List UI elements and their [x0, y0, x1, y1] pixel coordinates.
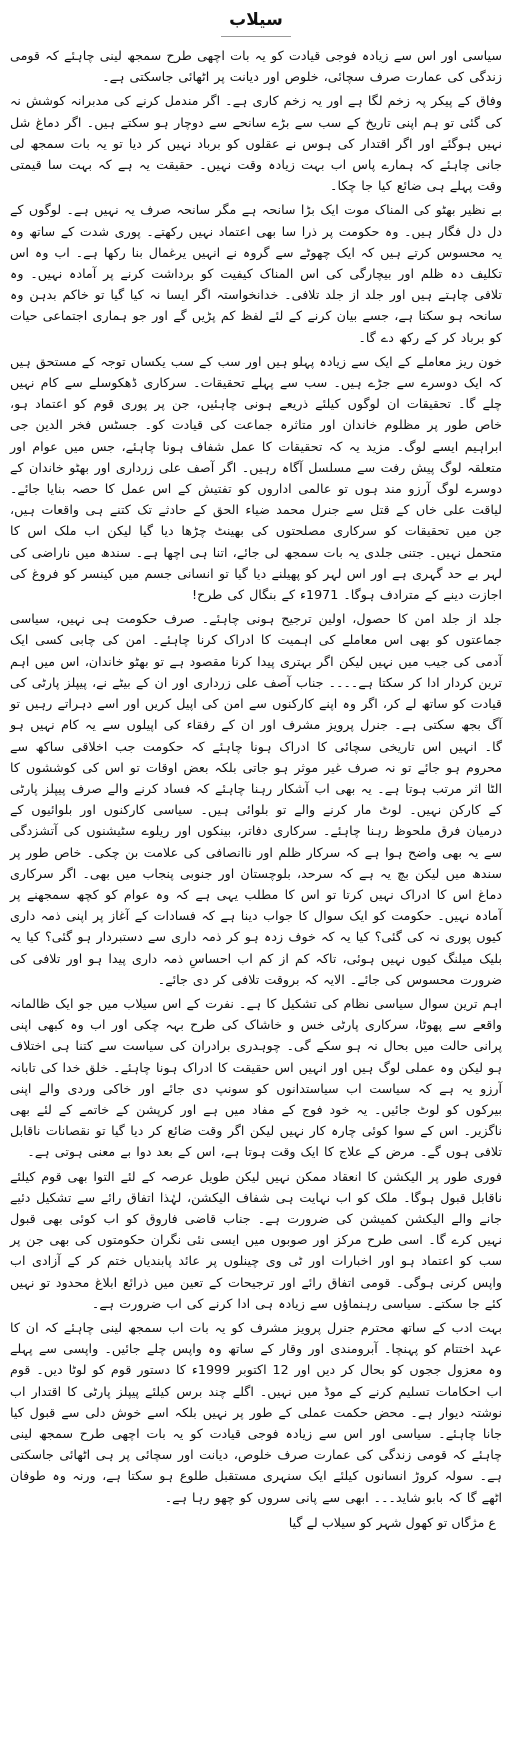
page-title: سیلاب	[229, 10, 283, 30]
paragraph-investigation: خون ریز معاملے کے ایک سے زیادہ پہلو ہیں اور سب کے سب یکساں توجہ کے مستحق ہیں کہ ایک دوسرے سے جڑے ہیں۔ سب سے پہلے تحقیقات۔ سرکاری ڈھکوسلے سے کام نہیں چلے گا۔ تحقیقات ان لوگوں کیلئے ذریعے ہونی چاہئیں، جن پر پوری قوم کو اعتماد ہو، خاص طور پر مظلوم خاندان اور متاثرہ جماعت کی قیادت کو۔ جسٹس فخر الدین جی ابراہیم ایسے لوگ۔ مزید یہ کہ تحقیقات کا عمل شفاف ہونا چاہئے، جس میں عوام اور متعلقہ لوگ پیش رفت سے مسلسل آگاہ رہیں۔ اگر آصف علی زرداری اور بھٹو خاندان کے دوسرے لوگ آرزو مند ہوں تو عالمی اداروں کو تفتیش کے اس عمل کا حصہ بنایا جائے۔ لیاقت علی خاں کے قتل سے جنرل محمد ضیاء الحق کے حادثے تک کتنے ہی واقعات ہیں، جن میں تحقیقات کو سرکاری مصلحتوں کی بھینٹ چڑھا دیا گیا لیکن اب ملک اس کا متحمل نہیں۔ جتنی جلدی یہ بات سمجھ لی جائے، اتنا ہی اچھا ہے۔ سندھ میں ناراضی کی لہر بے حد گہری ہے اور اس لہر کو پھیلنے دیا گیا تو انسانی جسم میں کینسر کو فروغ کی اجازت دینے کے مترادف ہوگا۔ 1971ء کے بنگال کی طرح!	[10, 353, 502, 603]
paragraph-benazir: بے نظیر بھٹو کی المناک موت ایک بڑا سانحہ ہے مگر سانحہ صرف یہ نہیں ہے۔ لوگوں کے دل دل فگار ہیں۔ وہ حکومت پر ذرا سا بھی اعتماد نہیں رکھتے۔ پوری شدت کے ساتھ وہ یہ محسوس کرتے ہیں کہ ایک چھوٹے سے گروہ نے انہیں یرغمال بنا رکھا ہے۔ اب وہ اس تکلیف دہ ظلم اور بیچارگی کی اس المناک کیفیت کو برداشت کرنے پر آمادہ نہیں۔ وہ تلافی چاہتے ہیں اور جلد از جلد تلافی۔ خدانخواستہ اگر ایسا نہ کیا گیا تو خاکم بدہن وہ سانحہ ہو سکتا ہے، جسے بیان کرنے کے لئے لفظ کم پڑیں گے اور جو ہماری اجتماعی حیات کو برباد کر کے رکھ دے گا۔	[10, 202, 502, 345]
paragraph-intro: سیاسی اور اس سے زیادہ فوجی قیادت کو یہ بات اچھی طرح سمجھ لینی چاہئے کہ قومی زندگی کی عمارت صرف سچائی، خلوص اور دیانت پر اٹھائی جاسکتی ہے۔	[10, 48, 502, 85]
paragraph-peace: جلد از جلد امن کا حصول، اولین ترجیح ہونی چاہئے۔ صرف حکومت ہی نہیں، سیاسی جماعتوں کو بھی اس معاملے کی اہمیت کا ادراک کرنا چاہئے۔ امن کی چابی کسی ایک آدمی کی جیب میں نہیں لیکن اگر بہتری پیدا کرنا مقصود ہے تو بھٹو خاندان، اس میں اہم ترین کردار ادا کر سکتا ہے۔۔۔۔ جناب آصف علی زرداری اور ان کے بیٹے نے، پیپلز پارٹی کی قیادت کو ساتھ لے کر، اگر وہ اپنے کارکنوں سے امن کی اپیل کریں اور اسے دہراتے رہیں تو آگ بجھ سکتی ہے۔ جنرل پرویز مشرف اور ان کے رفقاء کی اپیلوں سے یہ کام نہیں ہو گا۔ انہیں اس تاریخی سچائی کا ادراک ہونا چاہئے کہ حکومت جب اخلاقی ساکھ سے محروم ہو جائے تو نہ صرف غیر موثر ہو جاتی بلکہ بعض اوقات تو اس کی کوششوں کا الٹا اثر مرتب ہوتا ہے۔ یہ بھی اب آشکار رہنا چاہئے کہ فساد کرنے والے صرف پیپلز پارٹی کے کارکن نہیں۔ لوٹ مار کرنے والے تو بلوائی ہیں۔ سیاسی کارکنوں اور بلوائیوں کے درمیان فرق ملحوظ رہنا چاہئے۔ سرکاری دفاتر، بینکوں اور ریلوے سٹیشنوں کی آتشزدگی سے یہ بھی واضح ہوا ہے کہ سرکار ظلم اور ناانصافی کی علامت بن چکی۔ خاص طور پر سندھ میں لیکن بچ یہ ہے کہ سرحد، بلوچستان اور جنوبی پنجاب میں بھی۔ اگر سرکاری دماغ اس کا ادراک نہیں کرتا تو اس کا مطلب یہی ہے کہ وہ عوام کو کچھ سمجھنے پر آمادہ نہیں۔ حکومت کو ایک سوال کا جواب دینا ہے کہ فسادات کے آغاز پر اپنی ذمہ داری کیوں پوری نہ کی گئی؟ کیا یہ کہ خوف زدہ ہو کر ذمہ داری سے دستبردار ہو گئی؟ کیا یہ بلیک میلنگ کیوں نہیں ہوئی، تاکہ کم از کم اب احساسِ ذمہ داری پیدا ہو اور تلافی کی ضرورت محسوس کی جائے۔ الایہ کہ بروقت تلافی کر دی جائے۔	[10, 611, 502, 987]
title-divider	[221, 36, 291, 37]
closing-verse: ع مژگاں تو کھول شہر کو سیلاب لے گیا	[288, 1514, 496, 1530]
paragraph-elections: فوری طور پر الیکشن کا انعقاد ممکن نہیں لیکن طویل عرصہ کے لئے التوا بھی قوم کیلئے ناقابل قبول ہوگا۔ ملک کو اب نہایت ہی شفاف الیکشن، لہٰذا اتفاق رائے سے تشکیل دئیے جانے والے الیکشن کمیشن کی ضرورت ہے۔ جناب قاضی فاروق کو اب کوئی بھی قبول نہیں کرے گا۔ اسی طرح مرکز اور صوبوں میں ایسی نئی نگران حکومتوں کی بھی جن پر سب کو اعتماد ہو اور اخبارات اور ٹی وی چینلوں پر عائد پابندیاں ختم کر کے آزادی اب واپس کرنی ہوگی۔ قومی اتفاق رائے اور ترجیحات کے تعین میں ذرائع ابلاغ محدود تو نہیں کئے جا سکتے۔ سیاسی رہنماؤں سے زیادہ ہی ادا کرنے کی اب ضرورت ہے۔	[10, 1168, 502, 1311]
paragraph-political-system: اہم ترین سوال سیاسی نظام کی تشکیل کا ہے۔ نفرت کے اس سیلاب میں جو ایک ظالمانہ واقعے سے پھوٹا، سرکاری پارٹی خس و خاشاک کی طرح بہہ چکی اور اب وہ کبھی اپنی پرانی حالت میں بحال نہ ہو سکے گی۔ چوہدری برادران کی سیاست سے کتنا ہی اختلاف ہو لیکن وہ عملی لوگ ہیں اور انہیں اس حقیقت کا ادراک ہونا چاہئے۔ خلق خدا کی تابانہ آرزو یہ ہے کہ سیاست اب سیاستدانوں کو سونپ دی جائے اور خاکی وردی والے اپنی بیرکوں کو لوٹ جائیں۔ یہ خود فوج کے مفاد میں ہے اور کرپشن کے خاتمے کے لئے بھی ناگزیر۔ اس کے سوا کوئی چارہ کار نہیں لیکن اگر وقت ضائع کر دیا گیا تو نقصانات ناقابل تلافی ہوں گے۔ مرض کے علاج کا ایک وقت ہوتا ہے، اس کے بعد دوا بے معنی ہوتی ہے۔	[10, 995, 502, 1160]
paragraph-conclusion: بہت ادب کے ساتھ محترم جنرل پرویز مشرف کو یہ بات اب سمجھ لینی چاہئے کہ ان کا عہد اختتام کو پہنچا۔ آبرومندی اور وقار کے ساتھ وہ واپس چلے جائیں۔ واپسی سے پہلے وہ معزول ججوں کو بحال کر دیں اور 12 اکتوبر 1999ء کا دستور قوم کو لوٹا دیں۔ قوم اب احکامات تسلیم کرنے کے موڈ میں نہیں۔ اگلے چند برس کیلئے پیپلز پارٹی کا اقتدار اب نوشتہ دیوار ہے۔ محض حکمت عملی کے طور پر نہیں بلکہ اسے خوش دلی سے قبول کیا جانا چاہئے۔ سیاسی اور اس سے زیادہ فوجی قیادت کو یہ بات اچھی طرح سمجھ لینی چاہئے کہ قومی زندگی کی عمارت صرف خلوص، دیانت اور سچائی پر ہی اٹھائی جاسکتی ہے۔ سولہ کروڑ انسانوں کیلئے ایک سنہری مستقبل طلوع ہو سکتا ہے، ورنہ وہ طوفان اٹھے گا کہ بابو شاید۔۔۔ ابھی سے پانی سروں کو چھو رہا ہے۔	[10, 1319, 502, 1505]
paragraph-federation: وفاق کے پیکر پہ زخم لگا ہے اور یہ زخم کاری ہے۔ اگر مندمل کرنے کی مدبرانہ کوشش نہ کی گئی تو ہم اپنی تاریخ کے سب سے بڑے سانحے سے دوچار ہو سکتے ہیں۔ اگر دماغ شل نہیں ہوگئے اور اگر اقتدار کی ہوس نے عقلوں کو برباد نہیں کر دیا تو یہ بات سمجھ لی جانی چاہئے کہ ہمارے پاس اب بہت زیادہ وقت نہیں۔ حقیقت یہ ہے کہ بہت سا قیمتی وقت پہلے ہی ضائع کیا جا چکا۔	[10, 93, 502, 194]
